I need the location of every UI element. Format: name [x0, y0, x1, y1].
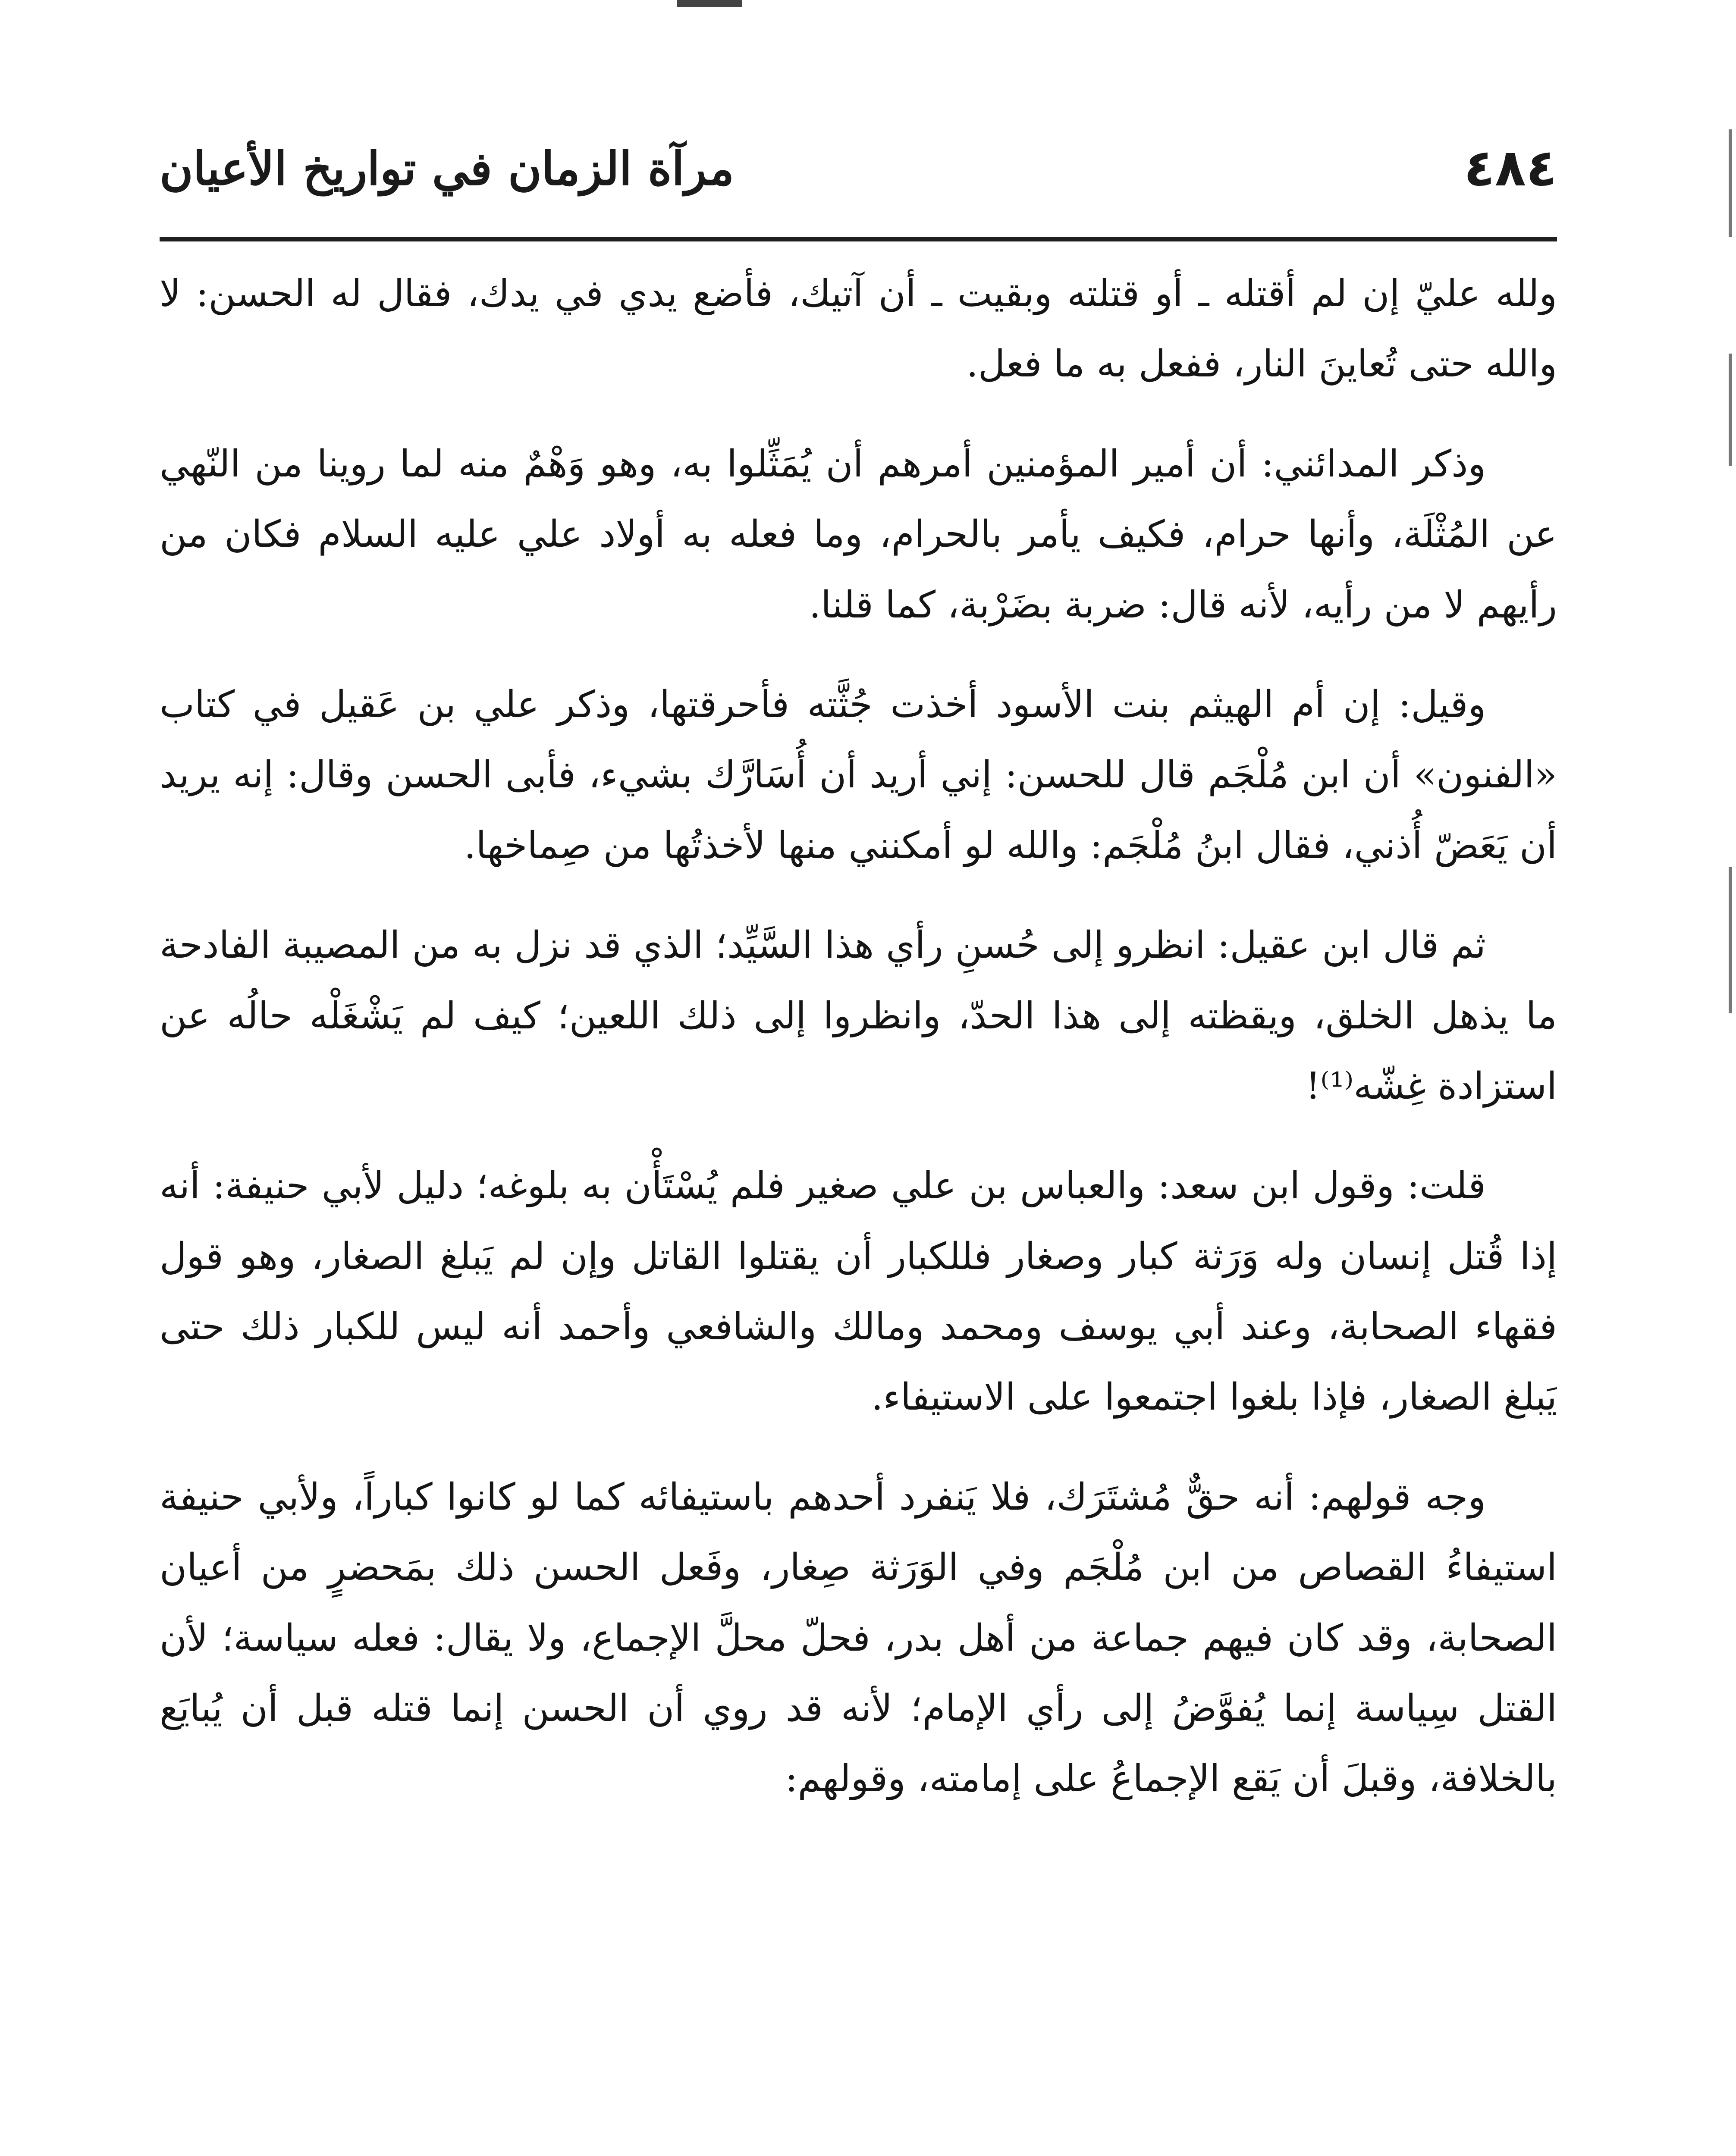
paragraph-5: قلت: وقول ابن سعد: والعباس بن علي صغير فلم يُسْتَأْن به بلوغه؛ دليل لأبي حنيفة: أنه إذا قُتل إنسان وله وَرَثة كبار وصغار فللكبار أن يقتلوا القاتل وإن لم يَبلغ الصغار، وهو قول فقهاء الصحابة، وعند أبي يوسف ومحمد ومالك والشافعي وأحمد أنه ليس للكبار ذلك حتى يَبلغ الصغار، فإذا بلغوا اجتمعوا على الاستيفاء. — [160, 1164, 1557, 1419]
paragraph-1: ولله عليّ إن لم أقتله ـ أو قتلته وبقيت ـ أن آتيك، فأضع يدي في يدك، فقال له الحسن: لا والله حتى تُعاينَ النار، ففعل به ما فعل. — [160, 272, 1557, 386]
header-rule — [160, 237, 1557, 241]
scan-edge-marks — [1729, 129, 1732, 1013]
main-text — [160, 259, 1557, 2156]
running-title: مرآة الزمان في تواريخ الأعيان — [160, 141, 735, 195]
paragraph-6: وجه قولهم: أنه حقٌّ مُشتَرَك، فلا يَنفرد أحدهم باستيفائه كما لو كانوا كباراً، ولأبي حنيفة استيفاءُ القصاص من ابن مُلْجَم وفي الوَرَثة صِغار، وفَعل الحسن ذلك بمَحضرٍ من أعيان الصحابة، وقد كان فيهم جماعة من أهل بدر، فحلّ محلَّ الإجماع، ولا يقال: فعله سياسة؛ لأن القتل سِياسة إنما يُفوَّضُ إلى رأي الإمام؛ لأنه قد روي أن الحسن إنما قتله قبل أن يُبايَع بالخلافة، وقبلَ أن يَقع الإجماعُ على إمامته، وقولهم: — [160, 1475, 1557, 1801]
paragraph-2: وذكر المدائني: أن أمير المؤمنين أمرهم أن يُمَثِّلوا به، وهو وَهْمٌ منه لما روينا من النّهي عن المُثْلَة، وأنها حرام، فكيف يأمر بالحرام، وما فعله به أولاد علي عليه السلام فكان من رأيهم لا من رأيه، لأنه قال: ضربة بضَرْبة، كما قلنا. — [160, 442, 1557, 627]
page-number: ٤٨٤ — [1463, 138, 1557, 197]
scan-top-mark — [677, 0, 742, 7]
page-header — [160, 121, 1557, 220]
paragraph-4: ثم قال ابن عقيل: انظرو إلى حُسنِ رأي هذا السَّيِّد؛ الذي قد نزل به من المصيبة الفادحة ما يذهل الخلق، ويقظته إلى هذا الحدّ، وانظروا إلى ذلك اللعين؛ كيف لم يَشْغَلْه حالُه عن استزادة غِشّه⁽¹⁾! — [160, 924, 1557, 1108]
paragraph-3: وقيل: إن أم الهيثم بنت الأسود أخذت جُثَّته فأحرقتها، وذكر علي بن عَقيل في كتاب «الفنون» أن ابن مُلْجَم قال للحسن: إني أريد أن أُسَارَّك بشيء، فأبى الحسن وقال: إنه يريد أن يَعَضّ أُذني، فقال ابنُ مُلْجَم: والله لو أمكنني منها لأخذتُها من صِماخها. — [160, 683, 1557, 867]
